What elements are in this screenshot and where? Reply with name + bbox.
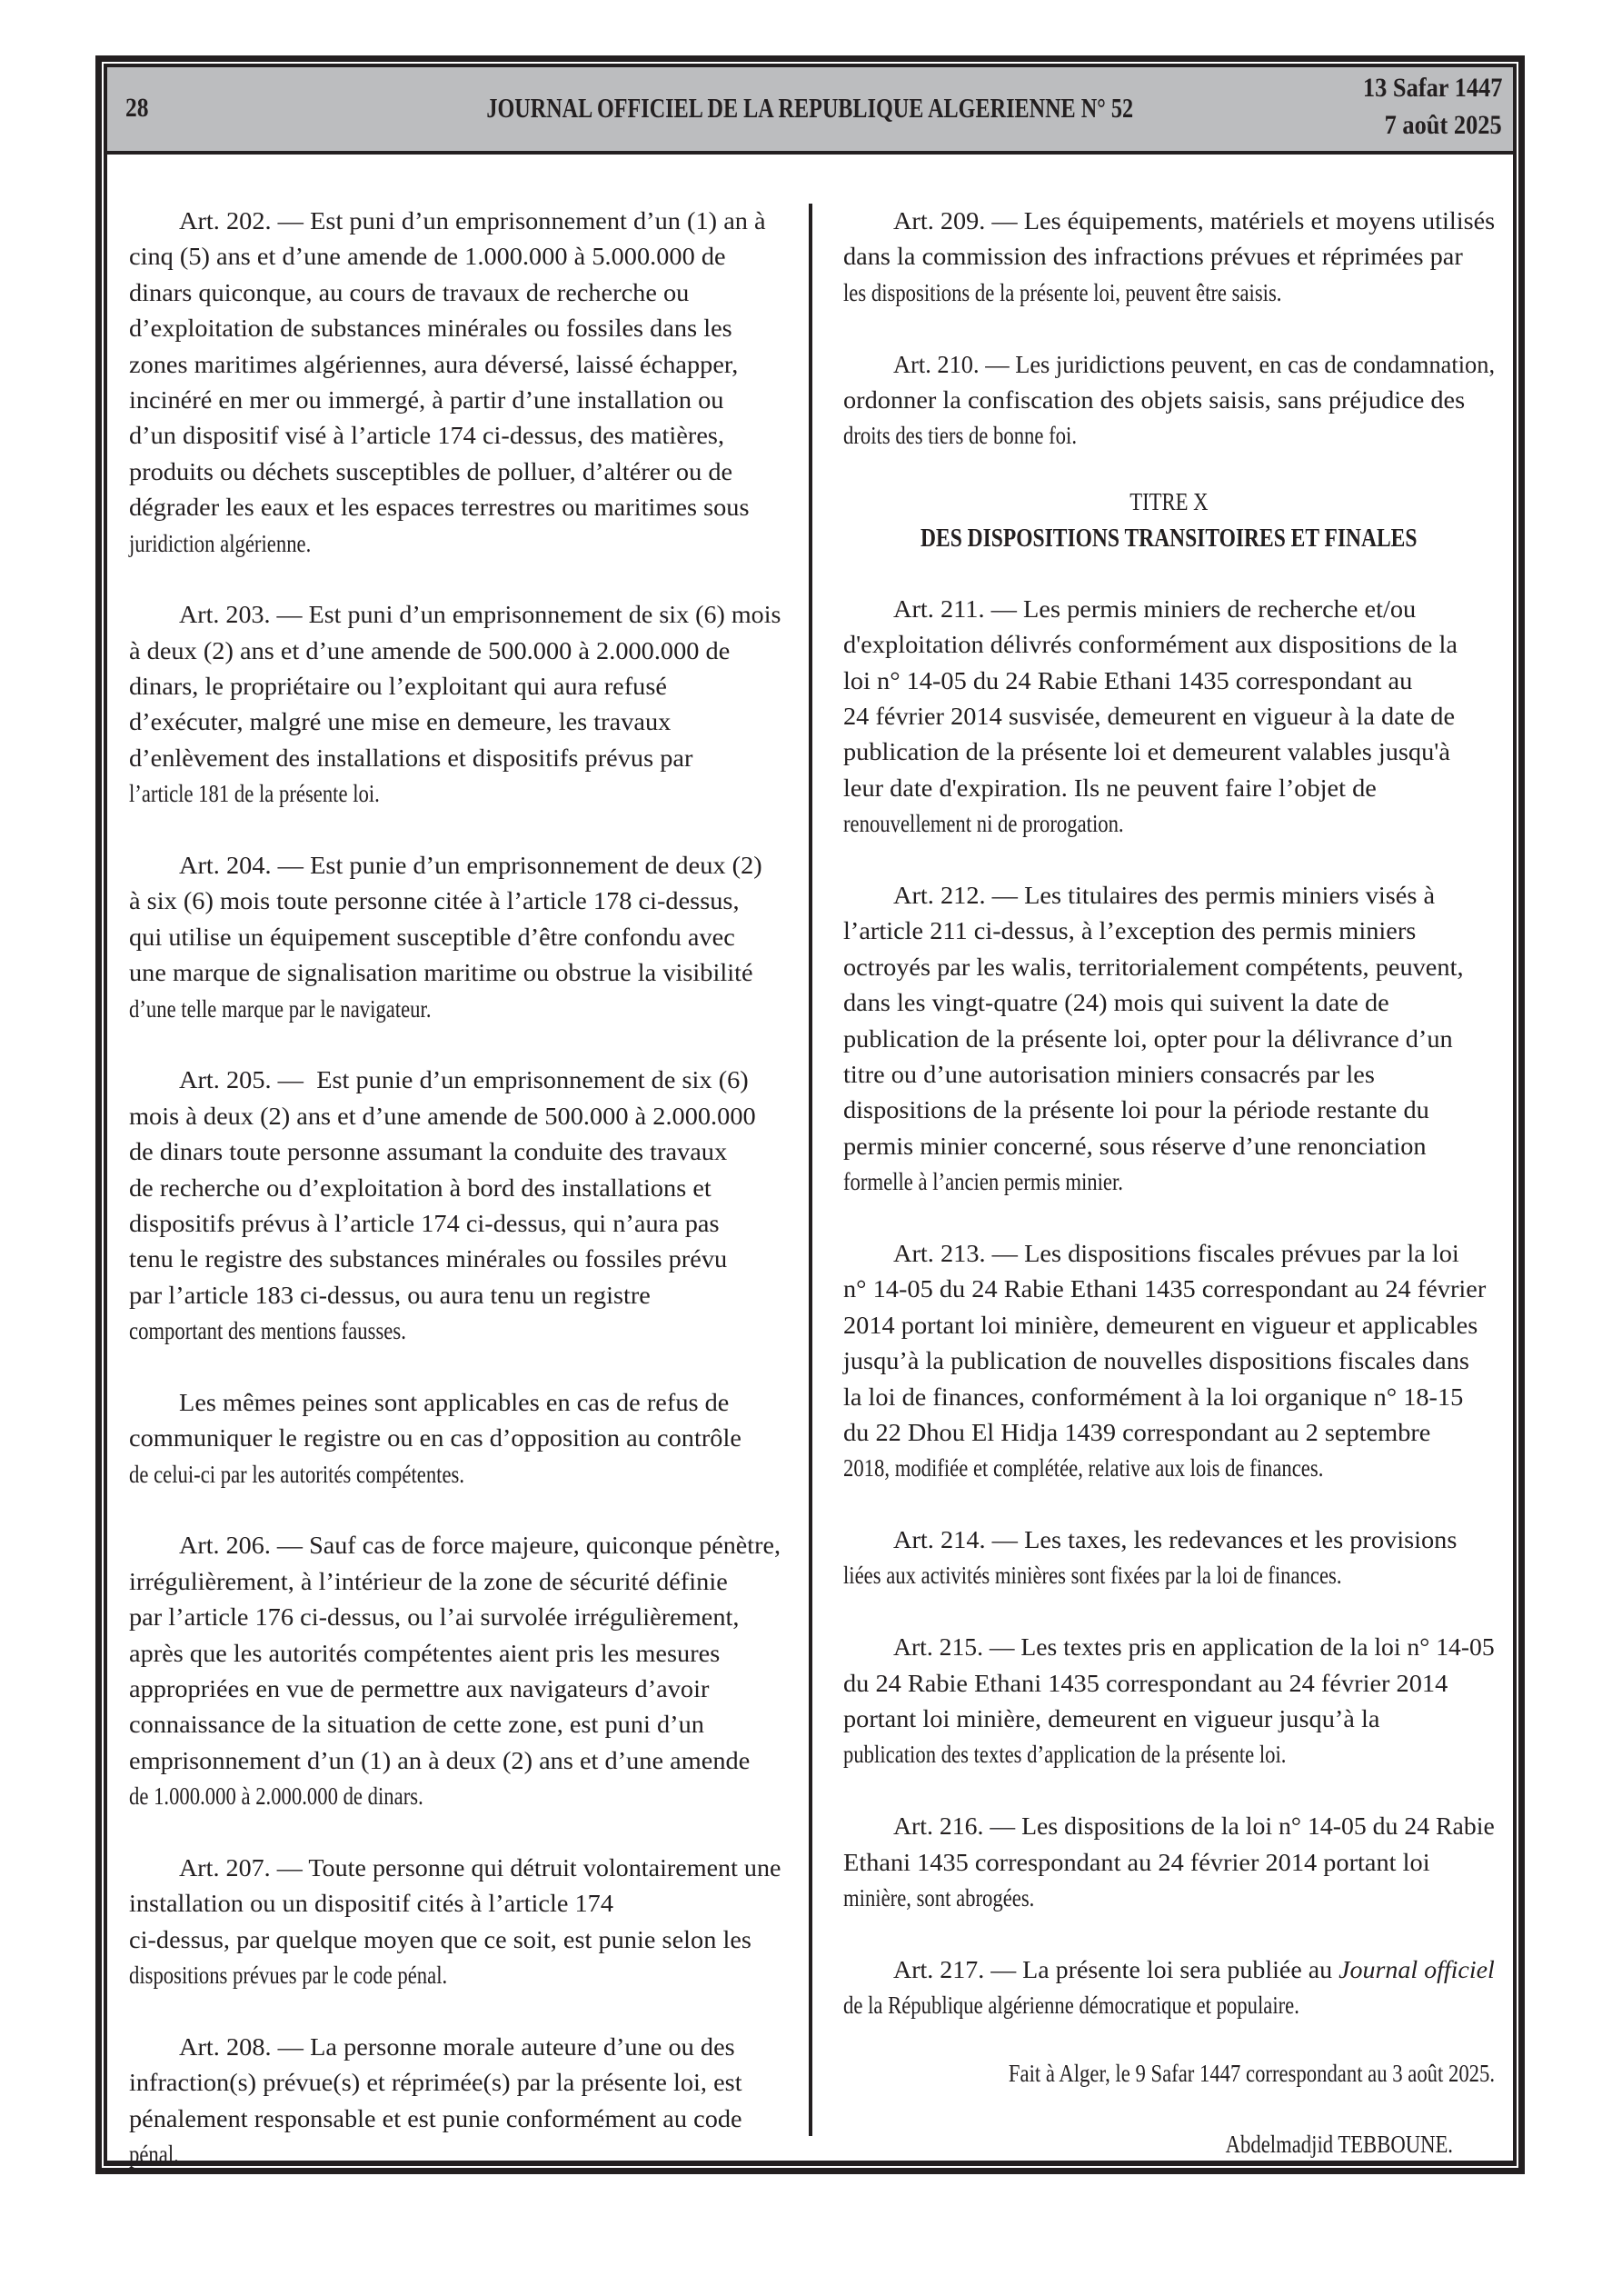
article-line-text: publication de la présente loi et demeurent valables jusqu'à <box>843 738 1450 766</box>
article-214 <box>843 1522 1495 1594</box>
article-line <box>129 2065 781 2101</box>
page-frame-gap <box>102 62 1518 2168</box>
article-line <box>129 454 781 490</box>
article-line-text: loi n° 14-05 du 24 Rabie Ethani 1435 correspondant au <box>843 666 1413 694</box>
article-line-text: pénal. <box>129 2141 179 2169</box>
article-line-text: dinars quiconque, au cours de travaux de recherche ou <box>129 278 690 306</box>
article-line <box>843 771 1495 806</box>
signature <box>843 2127 1495 2162</box>
article-line <box>843 878 1495 913</box>
article-line-text: après que les autorités compétentes aient pris les mesures <box>129 1639 721 1667</box>
article-line <box>129 1922 781 1958</box>
page-number: 28 <box>125 93 149 123</box>
article-line <box>843 1522 1495 1558</box>
article-line-text: mois à deux (2) ans et d’une amende de 500.000 à 2.000.000 <box>129 1102 756 1130</box>
article-line-text: publication de la présente loi, opter pour la délivrance d’un <box>843 1024 1453 1053</box>
article-line-text: Art. 208. — La personne morale auteure d’une ou des <box>179 2032 735 2061</box>
article-line-text: 24 février 2014 susvisée, demeurent en vigueur à la date de <box>843 703 1456 731</box>
article-line-text: jusqu’à la publication de nouvelles dispositions fiscales dans <box>843 1347 1469 1375</box>
article-line <box>129 1528 781 1563</box>
article-line <box>129 418 781 454</box>
article-line <box>129 1457 781 1492</box>
article-line-text: l’article 211 ci-dessus, à l’exception des permis miniers <box>843 917 1417 945</box>
article-217-prefix: Art. 217. — La présente loi sera publiée au <box>893 1955 1339 1983</box>
article-line <box>129 2137 781 2172</box>
column-divider <box>809 204 812 2136</box>
articles-after-title <box>843 592 1495 1916</box>
article-line-text: minière, sont abrogées. <box>843 1883 1035 1912</box>
article-line-text: irrégulièrement, à l’intérieur de la zone de sécurité définie <box>129 1567 728 1595</box>
article-line-text: appropriées en vue de permettre aux navigateurs d’avoir <box>129 1675 710 1703</box>
article-line-text: Art. 209. — Les équipements, matériels et moyens utilisés <box>893 207 1496 235</box>
article-line-text: formelle à l’ancien permis minier. <box>843 1168 1123 1196</box>
article-line-text: Art. 211. — Les permis miniers de recherche et/ou <box>893 594 1417 623</box>
article-line-text: Art. 216. — Les dispositions de la loi n° 14-05 du 24 Rabie <box>893 1812 1495 1841</box>
right-column <box>843 204 1495 2163</box>
article-line-text: qui utilise un équipement susceptible d’être confondu avec <box>129 923 735 951</box>
article-line-text: du 22 Dhou El Hidja 1439 correspondant au 2 septembre <box>843 1418 1431 1446</box>
article-line-text <box>893 1952 1495 1988</box>
article-line <box>129 204 781 239</box>
article-203 <box>129 597 781 812</box>
article-line-text: d'exploitation délivrés conformément aux dispositions de la <box>843 631 1458 659</box>
title-number <box>843 484 1495 520</box>
article-line-text: Art. 205. — Est punie d’un emprisonnement de six (6) <box>179 1066 749 1094</box>
article-line <box>843 734 1495 770</box>
article-line <box>843 1022 1495 1057</box>
article-line <box>843 239 1495 275</box>
article-216 <box>843 1809 1495 1916</box>
article-line-text: n° 14-05 du 24 Rabie Ethani 1435 correspondant au 24 février <box>843 1275 1487 1303</box>
journal-title-text: JOURNAL OFFICIEL DE LA REPUBLIQUE ALGERIENNE N° 52 <box>486 92 1134 124</box>
article-line <box>129 1171 781 1206</box>
article-line <box>843 1129 1495 1164</box>
article-line-text: d’une telle marque par le navigateur. <box>129 994 432 1023</box>
article-line-text: octroyés par les walis, territorialement compétents, peuvent, <box>843 953 1464 981</box>
article-line <box>129 1134 781 1170</box>
left-column <box>129 204 781 2209</box>
article-line <box>843 913 1495 949</box>
article-204 <box>129 848 781 1027</box>
article-line <box>843 1630 1495 1665</box>
article-line <box>129 2101 781 2137</box>
article-line <box>129 704 781 740</box>
article-line <box>129 669 781 704</box>
article-line-text: dans les vingt-quatre (24) mois qui suivent la date de <box>843 989 1389 1017</box>
article-line <box>129 1636 781 1672</box>
article-line-text: Ethani 1435 correspondant au 24 février 2014 portant loi <box>843 1848 1430 1876</box>
article-line-text: par l’article 176 ci-dessus, ou l’ai survolée irrégulièrement, <box>129 1603 740 1632</box>
article-line <box>129 1385 781 1421</box>
article-line <box>129 1099 781 1134</box>
article-line-text: produits ou déchets susceptibles de polluer, d’altérer ou de <box>129 457 733 485</box>
article-line <box>843 1845 1495 1881</box>
article-line-text: Art. 210. — Les juridictions peuvent, en cas de condamnation, <box>893 350 1496 378</box>
article-line <box>129 1600 781 1635</box>
article-line-text: juridiction algérienne. <box>129 529 312 557</box>
article-line <box>129 1564 781 1600</box>
article-line-text: titre ou d’une autorisation miniers consacrés par les <box>843 1060 1375 1088</box>
article-line <box>129 1851 781 1886</box>
article-line <box>129 1242 781 1277</box>
article-line <box>843 1236 1495 1272</box>
date-gregorian: 7 août 2025 <box>1384 110 1502 140</box>
article-line-text: permis minier concerné, sous réserve d’une renonciation <box>843 1132 1427 1160</box>
article-line-text: dispositions prévues par le code pénal. <box>129 1962 448 1990</box>
article-line-text: Art. 207. — Toute personne qui détruit volontairement une <box>179 1853 781 1882</box>
article-line-text: Art. 212. — Les titulaires des permis miniers visés à <box>893 882 1436 910</box>
article-line <box>843 627 1495 663</box>
article-line <box>843 1451 1495 1486</box>
article-line-text: d’un dispositif visé à l’article 174 ci-dessus, des matières, <box>129 422 725 450</box>
article-202 <box>129 204 781 562</box>
articles-before-title <box>843 204 1495 454</box>
article-205-b <box>129 1385 781 1492</box>
article-line-text: d’exécuter, malgré une mise en demeure, les travaux <box>129 708 672 736</box>
article-line-text: Art. 206. — Sauf cas de force majeure, quiconque pénètre, <box>179 1532 781 1560</box>
article-line-text: Art. 204. — Est punie d’un emprisonnement de deux (2) <box>179 852 762 880</box>
article-line-text: connaissance de la situation de cette zone, est puni d’un <box>129 1711 704 1739</box>
article-line <box>843 1809 1495 1844</box>
article-line-text: infraction(s) prévue(s) et réprimée(s) par la présente loi, est <box>129 2069 742 2097</box>
article-line <box>843 664 1495 699</box>
article-line-text: 2014 portant loi minière, demeurent en vigueur et applicables <box>843 1311 1478 1339</box>
date-hijri: 13 Safar 1447 <box>1362 73 1502 103</box>
article-line <box>129 597 781 633</box>
article-line-text: l’article 181 de la présente loi. <box>129 780 380 808</box>
article-217 <box>843 1952 1495 2024</box>
article-line <box>843 204 1495 239</box>
article-207 <box>129 1851 781 1994</box>
article-line-text: Art. 214. — Les taxes, les redevances et les provisions <box>893 1526 1458 1554</box>
article-line-text: d’exploitation de substances minérales ou fossiles dans les <box>129 314 732 343</box>
page-content <box>107 67 1513 2169</box>
article-line-text: ordonner la confiscation des objets saisis, sans préjudice des <box>843 385 1466 414</box>
page-frame-inner <box>104 64 1517 2169</box>
article-line <box>129 1672 781 1707</box>
article-213 <box>843 1236 1495 1487</box>
article-line-text: d’enlèvement des installations et dispositifs prévus par <box>129 744 693 772</box>
article-line-text: communiquer le registre ou en cas d’opposition au contrôle <box>129 1424 741 1452</box>
article-line <box>843 1380 1495 1415</box>
article-212 <box>843 878 1495 1201</box>
article-line <box>129 383 781 418</box>
article-line-text: par l’article 183 ci-dessus, ou aura tenu un registre <box>129 1281 651 1309</box>
article-line <box>843 592 1495 627</box>
article-line <box>843 1881 1495 1916</box>
article-line-text: liées aux activités minières sont fixées par la loi de finances. <box>843 1562 1342 1590</box>
article-line-text: emprisonnement d’un (1) an à deux (2) ans et d’une amende <box>129 1746 751 1774</box>
article-210 <box>843 347 1495 454</box>
article-line-text: publication des textes d’application de la présente loi. <box>843 1741 1287 1769</box>
journal-title <box>107 92 1513 125</box>
article-line-text: une marque de signalisation maritime ou obstrue la visibilité <box>129 959 753 987</box>
article-line <box>843 1272 1495 1307</box>
article-line-text: droits des tiers de bonne foi. <box>843 422 1078 450</box>
article-line <box>129 848 781 883</box>
article-line <box>129 311 781 346</box>
article-line-text: de recherche ou d’exploitation à bord des installations et <box>129 1173 711 1202</box>
article-line <box>129 1779 781 1814</box>
article-line <box>129 955 781 991</box>
article-209 <box>843 204 1495 311</box>
article-211 <box>843 592 1495 843</box>
article-line <box>129 634 781 669</box>
article-line-text: dans la commission des infractions prévues et réprimées par <box>843 243 1463 271</box>
title-heading-text: DES DISPOSITIONS TRANSITOIRES ET FINALES <box>920 524 1418 553</box>
article-line-text: leur date d'expiration. Ils ne peuvent faire l’objet de <box>843 774 1377 802</box>
article-line <box>843 418 1495 454</box>
article-line <box>129 920 781 955</box>
article-line-text: de la République algérienne démocratique et populaire. <box>843 1992 1299 2020</box>
article-line-text: installation ou un dispositif cités à l’article 174 <box>129 1890 614 1918</box>
article-line-text: ci-dessus, par quelque moyen que ce soit, est punie selon les <box>129 1925 751 1953</box>
article-line-text: de 1.000.000 à 2.000.000 de dinars. <box>129 1782 423 1811</box>
article-line-text: la loi de finances, conformément à la loi organique n° 18-15 <box>843 1383 1464 1411</box>
article-206 <box>129 1528 781 1814</box>
article-line-text: du 24 Rabie Ethani 1435 correspondant au 24 février 2014 <box>843 1669 1448 1697</box>
article-line <box>129 347 781 383</box>
article-line-text: renouvellement ni de prorogation. <box>843 810 1124 838</box>
article-line <box>843 1415 1495 1451</box>
article-line-text: dispositions de la présente loi pour la période restante du <box>843 1096 1429 1124</box>
article-208 <box>129 2030 781 2173</box>
article-line-text: pénalement responsable et est punie conformément au code <box>129 2104 742 2132</box>
article-line <box>129 490 781 525</box>
article-line <box>843 699 1495 734</box>
article-line-text: dégrader les eaux et les espaces terrestres ou maritimes sous <box>129 494 750 522</box>
article-line <box>129 2030 781 2065</box>
article-line-text: de dinars toute personne assumant la conduite des travaux <box>129 1138 728 1166</box>
article-line <box>129 741 781 776</box>
article-line <box>129 776 781 812</box>
article-line-text: cinq (5) ans et d’une amende de 1.000.000 à 5.000.000 de <box>129 243 726 271</box>
article-line <box>129 1206 781 1242</box>
article-line-text: à six (6) mois toute personne citée à l’article 178 ci-dessus, <box>129 887 740 915</box>
article-line <box>129 1707 781 1742</box>
article-line-text: Art. 215. — Les textes pris en application de la loi n° 14-05 <box>893 1633 1495 1662</box>
article-line-text: les dispositions de la présente loi, peuvent être saisis. <box>843 278 1282 306</box>
closing-text: Fait à Alger, le 9 Safar 1447 correspondant au 3 août 2025. <box>1008 2059 1495 2087</box>
article-line <box>843 1988 1495 2023</box>
article-line <box>129 992 781 1027</box>
article-line <box>843 1164 1495 1200</box>
article-line <box>843 1308 1495 1343</box>
article-line <box>129 1278 781 1313</box>
article-205 <box>129 1063 781 1349</box>
title-heading <box>843 521 1495 556</box>
article-line-text: Les mêmes peines sont applicables en cas de refus de <box>179 1388 730 1416</box>
article-line-text: tenu le registre des substances minérales ou fossiles prévu <box>129 1245 728 1273</box>
article-line <box>843 985 1495 1021</box>
article-line-text: Art. 203. — Est puni d’un emprisonnement de six (6) mois <box>179 601 781 629</box>
article-line-text: Art. 202. — Est puni d’un emprisonnement d’un (1) an à <box>179 207 766 235</box>
article-line <box>129 883 781 919</box>
article-line-text: zones maritimes algériennes, aura déversé, laissé échapper, <box>129 350 739 378</box>
article-line <box>129 275 781 311</box>
article-line <box>843 1093 1495 1128</box>
article-line-text: à deux (2) ans et d’une amende de 500.000 à 2.000.000 de <box>129 636 731 664</box>
article-line <box>843 1737 1495 1772</box>
journal-officiel-italic: Journal officiel <box>1338 1955 1495 1983</box>
article-line <box>129 1886 781 1922</box>
page-header <box>107 67 1513 155</box>
article-line <box>843 950 1495 985</box>
article-line-text: dinars, le propriétaire ou l’exploitant qui aura refusé <box>129 673 667 701</box>
article-line <box>843 1558 1495 1593</box>
article-line <box>843 347 1495 383</box>
article-line <box>843 1057 1495 1093</box>
closing-place-date <box>843 2056 1495 2091</box>
article-line-text: comportant des mentions fausses. <box>129 1317 406 1345</box>
article-line-text: 2018, modifiée et complétée, relative aux lois de finances. <box>843 1454 1324 1482</box>
article-line <box>843 1343 1495 1379</box>
article-line <box>129 1743 781 1779</box>
page-frame-outer <box>95 55 1525 2174</box>
article-line <box>129 1313 781 1349</box>
article-line <box>129 1063 781 1098</box>
article-line-text: portant loi minière, demeurent en vigueur jusqu’à la <box>843 1705 1380 1733</box>
article-line <box>843 1952 1495 1988</box>
article-line <box>843 1702 1495 1737</box>
article-line <box>129 1421 781 1456</box>
signature-text: Abdelmadjid TEBBOUNE. <box>1225 2131 1453 2159</box>
article-215 <box>843 1630 1495 1773</box>
article-line-text: de celui-ci par les autorités compétentes. <box>129 1460 465 1488</box>
article-line <box>129 1958 781 1993</box>
article-line <box>129 526 781 562</box>
article-line-text: dispositifs prévus à l’article 174 ci-dessus, qui n’aura pas <box>129 1209 720 1237</box>
article-line-text: incinéré en mer ou immergé, à partir d’une installation ou <box>129 385 724 414</box>
article-line <box>843 1666 1495 1702</box>
article-line-text: Art. 213. — Les dispositions fiscales prévues par la loi <box>893 1239 1459 1267</box>
article-line <box>843 806 1495 842</box>
article-line <box>843 275 1495 311</box>
article-line <box>843 383 1495 418</box>
article-line <box>129 239 781 275</box>
title-number-text: TITRE X <box>1129 488 1209 516</box>
